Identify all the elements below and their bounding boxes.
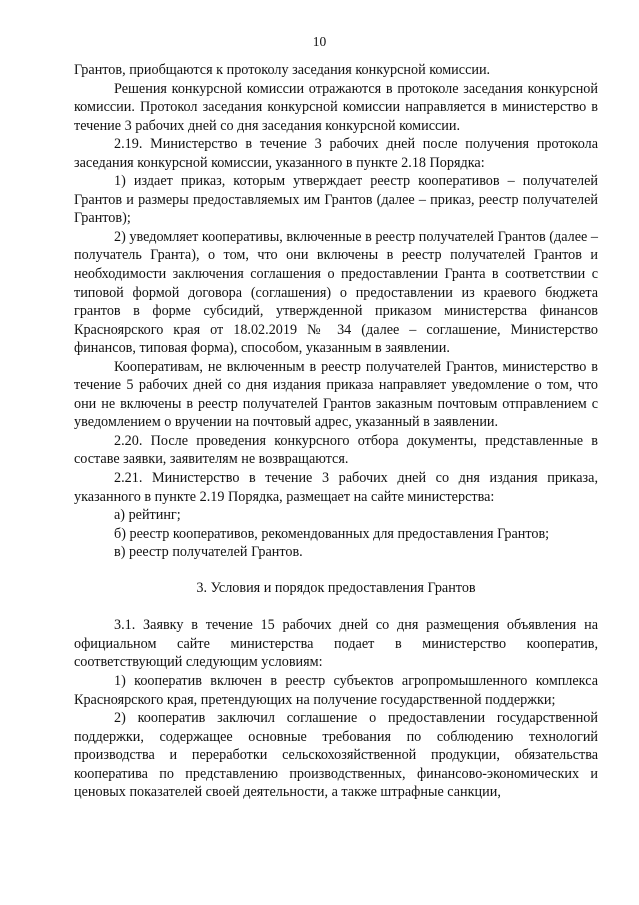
paragraph: Решения конкурсной комиссии отражаются в протоколе заседания конкурсной комиссии. Протокол заседания конкурсной комиссии направляется в министерство в течение 3 рабочих дней со дня заседания конкурсной комиссии. (74, 80, 598, 134)
paragraph: в) реестр получателей Грантов. (114, 544, 303, 561)
paragraphs-after-heading (74, 616, 598, 801)
paragraphs-before-heading (74, 61, 598, 562)
paragraph: 2.20. После проведения конкурсного отбора документы, представленные в составе заявки, заявителям не возвращаются. (74, 432, 598, 468)
page-number: 10 (312, 34, 327, 49)
paragraph: а) рейтинг; (114, 507, 181, 524)
document-body (74, 61, 598, 802)
paragraph: Кооперативам, не включенным в реестр получателей Грантов, министерство в течение 5 рабочих дней со дня издания приказа направляет уведомление о том, что они не включены в реестр получателей Грантов заказным почтовым отправлением с уведомлением о вручении на почтовый адрес, указанный в заявлении. (74, 358, 598, 431)
paragraph: 2.21. Министерство в течение 3 рабочих дней со дня издания приказа, указанного в пункте 2.19 Порядка, размещает на сайте министерства: (74, 470, 598, 505)
paragraph: б) реестр кооперативов, рекомендованных для предоставления Грантов; (114, 525, 550, 542)
paragraph: 2) уведомляет кооперативы, включенные в реестр получателей Грантов (далее – получатель Гранта), о том, что они включены в реестр получателей Грантов и необходимости заключения соглашения о предоставлении Гранта в соответствии с типовой формой договора (соглашения) о предоставлении из краевого бюджета грантов в форме субсидий, утвержденной приказом министерства финансов Красноярского края от 18.02.2019 № 34 (далее – соглашение, Министерство финансов, типовая форма), способом, указанным в заявлении. (74, 228, 598, 357)
section-heading: 3. Условия и порядок предоставления Грантов (196, 579, 476, 596)
paragraph: 2) кооператив заключил соглашение о предоставлении государственной поддержки, содержащее основные требования по соблюдению технологий производства и переработки сельскохозяйственной продукции, обязательства кооператива по представлению производственных, финансово-экономических и ценовых показателей своей деятельности, а также штрафные санкции, (74, 710, 598, 801)
paragraph: 2.19. Министерство в течение 3 рабочих дней после получения протокола заседания конкурсной комиссии, указанного в пункте 2.18 Порядка: (74, 136, 598, 171)
paragraph: Грантов, приобщаются к протоколу заседания конкурсной комиссии. (74, 62, 491, 78)
paragraph: 1) кооператив включен в реестр субъектов агропромышленного комплекса Красноярского края, претендующих на получение государственной поддержки; (74, 672, 598, 708)
paragraph: 3.1. Заявку в течение 15 рабочих дней со дня размещения объявления на официальном сайте министерства подает в министерство кооператив, соответствующий следующим условиям: (74, 617, 598, 671)
paragraph: 1) издает приказ, которым утверждает реестр кооперативов – получателей Грантов и размеры предоставляемых им Грантов (далее – приказ, реестр получателей Грантов); (74, 173, 598, 227)
